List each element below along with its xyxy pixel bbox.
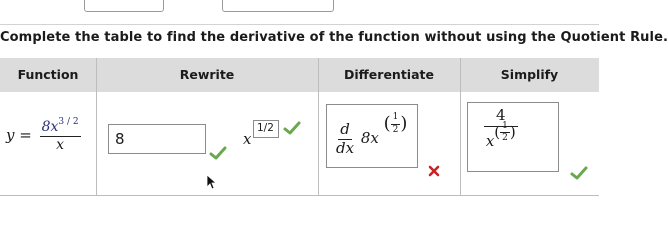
check-icon	[570, 166, 588, 180]
column-divider	[96, 58, 97, 196]
cross-icon	[428, 165, 440, 177]
simplify-exponent: ( $\frac{1}{2}$ )	[494, 120, 516, 144]
function-numerator-base: 8x	[41, 119, 59, 135]
dx-denominator: dx	[336, 138, 355, 157]
function-expression	[6, 117, 81, 153]
check-icon	[283, 121, 301, 135]
simplify-fraction	[484, 108, 518, 153]
divider	[0, 24, 599, 25]
column-divider	[318, 58, 319, 196]
coefficient-input-value: 8	[115, 130, 125, 148]
check-icon	[209, 146, 227, 160]
simplify-expression	[484, 108, 518, 153]
function-lhs: y =	[6, 126, 32, 145]
column-divider	[460, 58, 461, 196]
d-dx-operator	[336, 122, 354, 157]
exponent-input[interactable]	[253, 120, 279, 138]
previous-answer-box-1	[84, 0, 164, 12]
header-simplify: Simplify	[500, 67, 559, 82]
instructions-text: Complete the table to find the derivative of the function without using the Quotient Rule.	[0, 30, 668, 45]
function-numerator	[40, 117, 81, 137]
function-numerator-exponent: 3 / 2	[58, 117, 79, 127]
previous-answer-box-2	[222, 0, 334, 12]
function-fraction	[40, 117, 81, 153]
derivative-exponent: ( $\frac{1}{2}$ )	[383, 112, 408, 135]
simplify-exponent-numerator: 1	[500, 122, 510, 133]
derivative-exponent-denominator: 2	[392, 124, 399, 135]
derivative-expression	[336, 112, 408, 157]
coefficient-input[interactable]	[108, 124, 206, 154]
rewrite-base: x	[243, 130, 252, 148]
simplify-numerator: 4	[484, 108, 518, 127]
header-rewrite: Rewrite	[179, 67, 235, 82]
derivative-exponent-numerator: 1	[391, 113, 401, 124]
mouse-cursor-icon	[206, 174, 218, 190]
simplify-exponent-denominator: 2	[502, 133, 508, 144]
simplify-base: x	[485, 131, 495, 150]
derivative-base: 8x	[360, 129, 379, 148]
function-denominator: x	[56, 136, 65, 153]
table-bottom-border	[0, 195, 599, 196]
header-differentiate: Differentiate	[344, 67, 434, 82]
exponent-input-value: 1/2	[257, 122, 274, 134]
header-function: Function	[17, 67, 79, 82]
d-numerator: d	[340, 120, 350, 138]
